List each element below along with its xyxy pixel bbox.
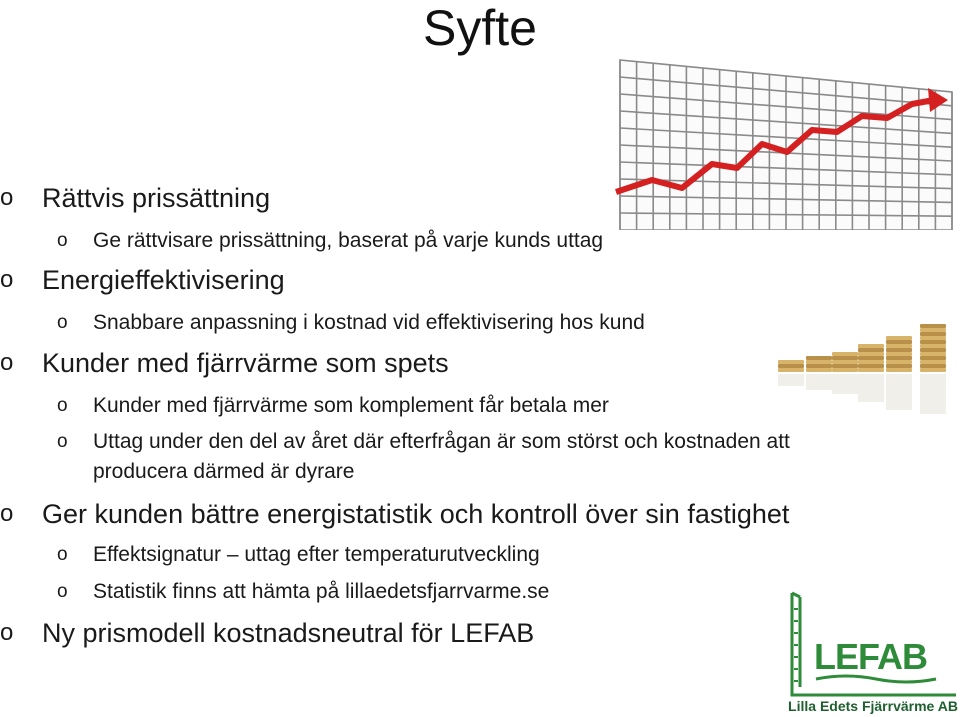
- coin: [886, 352, 912, 356]
- coin-reflection: [806, 374, 832, 390]
- coin: [920, 368, 946, 372]
- sub-bullet-text: Snabbare anpassning i kostnad vid effektivisering hos kund: [93, 311, 645, 334]
- coin: [806, 356, 832, 360]
- coin: [858, 348, 884, 352]
- bullet-marker: o: [0, 500, 14, 527]
- coin: [858, 352, 884, 356]
- slide-title: Syfte: [423, 0, 537, 56]
- coin: [858, 360, 884, 364]
- coin: [886, 356, 912, 360]
- coin: [886, 344, 912, 348]
- coin: [858, 368, 884, 372]
- coin: [886, 348, 912, 352]
- coin: [832, 352, 858, 356]
- bullet-marker: o: [0, 266, 14, 293]
- coin: [806, 360, 832, 364]
- coin: [886, 340, 912, 344]
- coin: [858, 344, 884, 348]
- coin: [920, 348, 946, 352]
- coin: [920, 332, 946, 336]
- coin: [920, 340, 946, 344]
- coin: [778, 364, 804, 368]
- coin: [886, 336, 912, 340]
- coin: [920, 324, 946, 328]
- sub-bullet-text: Effektsignatur – uttag efter temperaturutveckling: [93, 543, 540, 566]
- coin: [920, 356, 946, 360]
- logo-wordmark: LEFAB: [814, 636, 928, 677]
- bullet-text: Energieffektivisering: [42, 265, 285, 295]
- logo-caption: Lilla Edets Fjärrvärme AB: [788, 698, 958, 714]
- coin: [832, 356, 858, 360]
- sub-bullet-text: Uttag under den del av året där efterfrågan är som störst och kostnaden att: [93, 430, 790, 453]
- bullet-marker: o: [0, 619, 14, 646]
- sub-bullet-text: Kunder med fjärrvärme som komplement får betala mer: [93, 394, 609, 417]
- sub-bullet-text: Ge rättvisare prissättning, baserat på varje kunds uttag: [93, 229, 604, 252]
- coin: [858, 364, 884, 368]
- coin-reflection: [920, 374, 946, 414]
- coin-reflection: [886, 374, 912, 410]
- bullet-text: Rättvis prissättning: [42, 183, 271, 213]
- grid-sheet: [620, 60, 952, 230]
- coin: [832, 364, 858, 368]
- sub-bullet-marker: o: [57, 230, 68, 251]
- bullet-text: Ger kunden bättre energistatistik och kontroll över sin fastighet: [42, 499, 790, 529]
- coin-stacks-image: [772, 318, 960, 418]
- coin: [886, 364, 912, 368]
- coin-reflection: [858, 374, 884, 402]
- coin: [920, 352, 946, 356]
- bullet-marker: o: [0, 349, 14, 376]
- coin: [858, 356, 884, 360]
- coin: [806, 368, 832, 372]
- coin: [806, 364, 832, 368]
- coin: [832, 360, 858, 364]
- sub-bullet-marker: o: [57, 581, 68, 602]
- coin: [920, 344, 946, 348]
- bullet-text: Ny prismodell kostnadsneutral för LEFAB: [42, 618, 535, 648]
- coin: [886, 368, 912, 372]
- coin: [778, 368, 804, 372]
- coin: [832, 368, 858, 372]
- sub-bullet-marker: o: [57, 431, 68, 452]
- bullet-marker: o: [0, 184, 14, 211]
- coin: [920, 360, 946, 364]
- coin: [920, 328, 946, 332]
- sub-bullet-text: Statistik finns att hämta på lillaedetsfjarrvarme.se: [93, 580, 550, 603]
- bullet-text: Kunder med fjärrvärme som spets: [42, 348, 449, 378]
- sub-bullet-marker: o: [57, 312, 68, 333]
- sub-bullet-marker: o: [57, 395, 68, 416]
- rising-graph-image: [612, 52, 960, 230]
- coin: [778, 360, 804, 364]
- coin: [920, 364, 946, 368]
- coin: [920, 336, 946, 340]
- coin-reflection: [832, 374, 858, 394]
- coin-reflection: [778, 374, 804, 386]
- sub-bullet-marker: o: [57, 544, 68, 565]
- coin: [886, 360, 912, 364]
- sub-bullet-text: producera därmed är dyrare: [93, 460, 355, 483]
